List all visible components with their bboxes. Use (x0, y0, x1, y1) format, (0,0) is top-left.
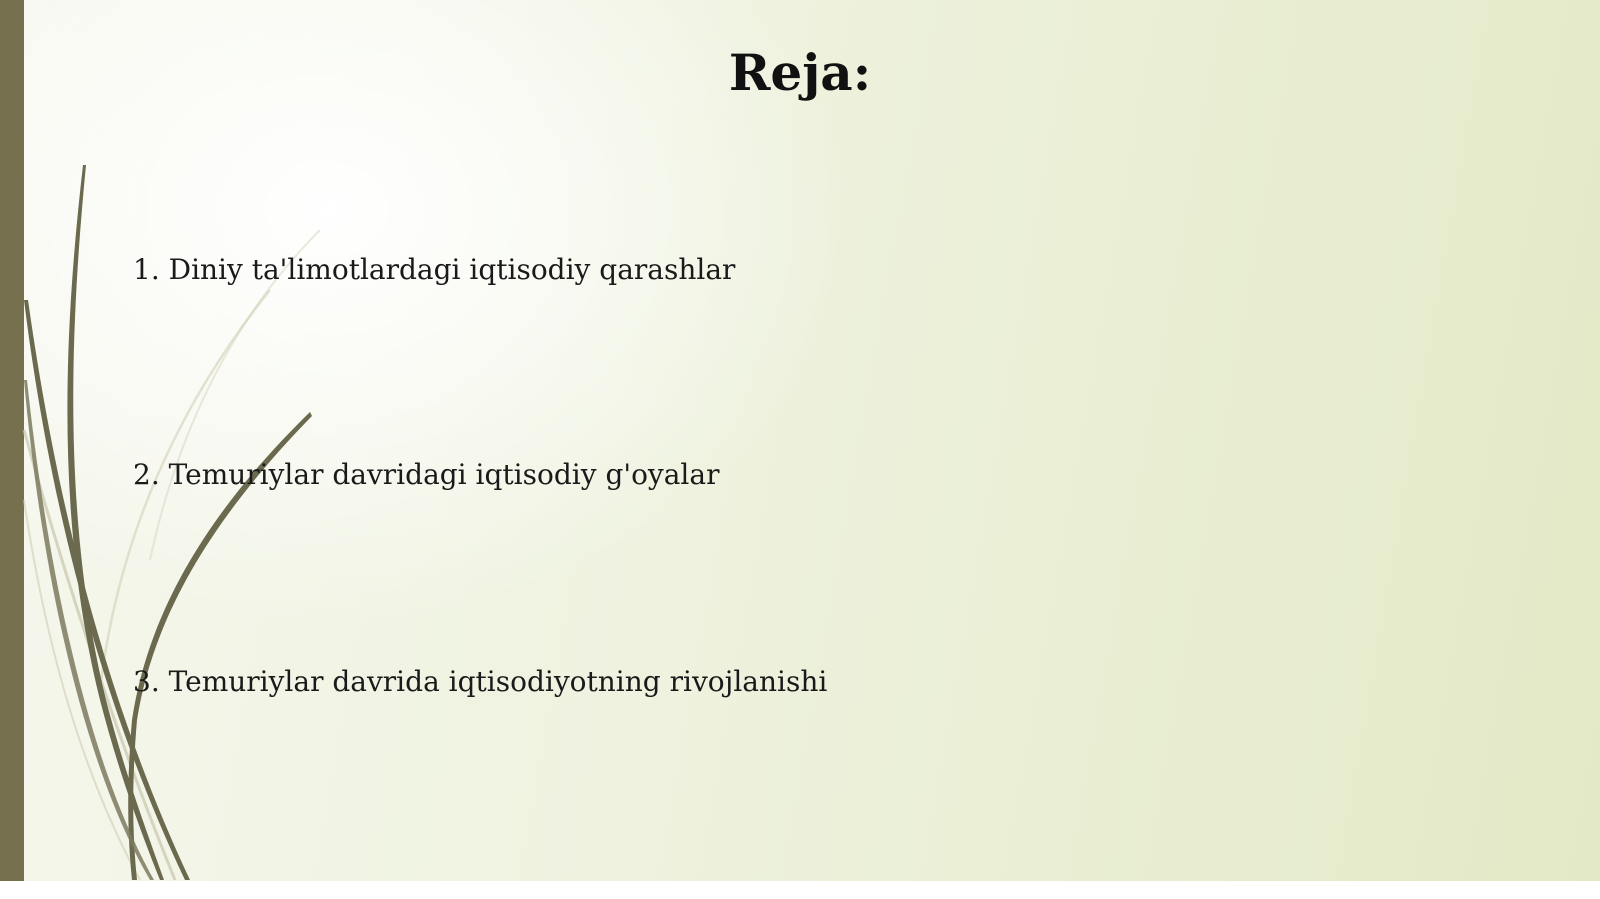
list-item: 3. Temuriylar davrida iqtisodiyotning rivojlanishi (133, 665, 828, 698)
list-item: 2. Temuriylar davridagi iqtisodiy g'oyalar (133, 458, 720, 491)
slide-title: Reja: (728, 43, 872, 102)
bottom-strip (0, 881, 1600, 899)
list-item: 1. Diniy ta'limotlardagi iqtisodiy qarashlar (133, 253, 736, 286)
